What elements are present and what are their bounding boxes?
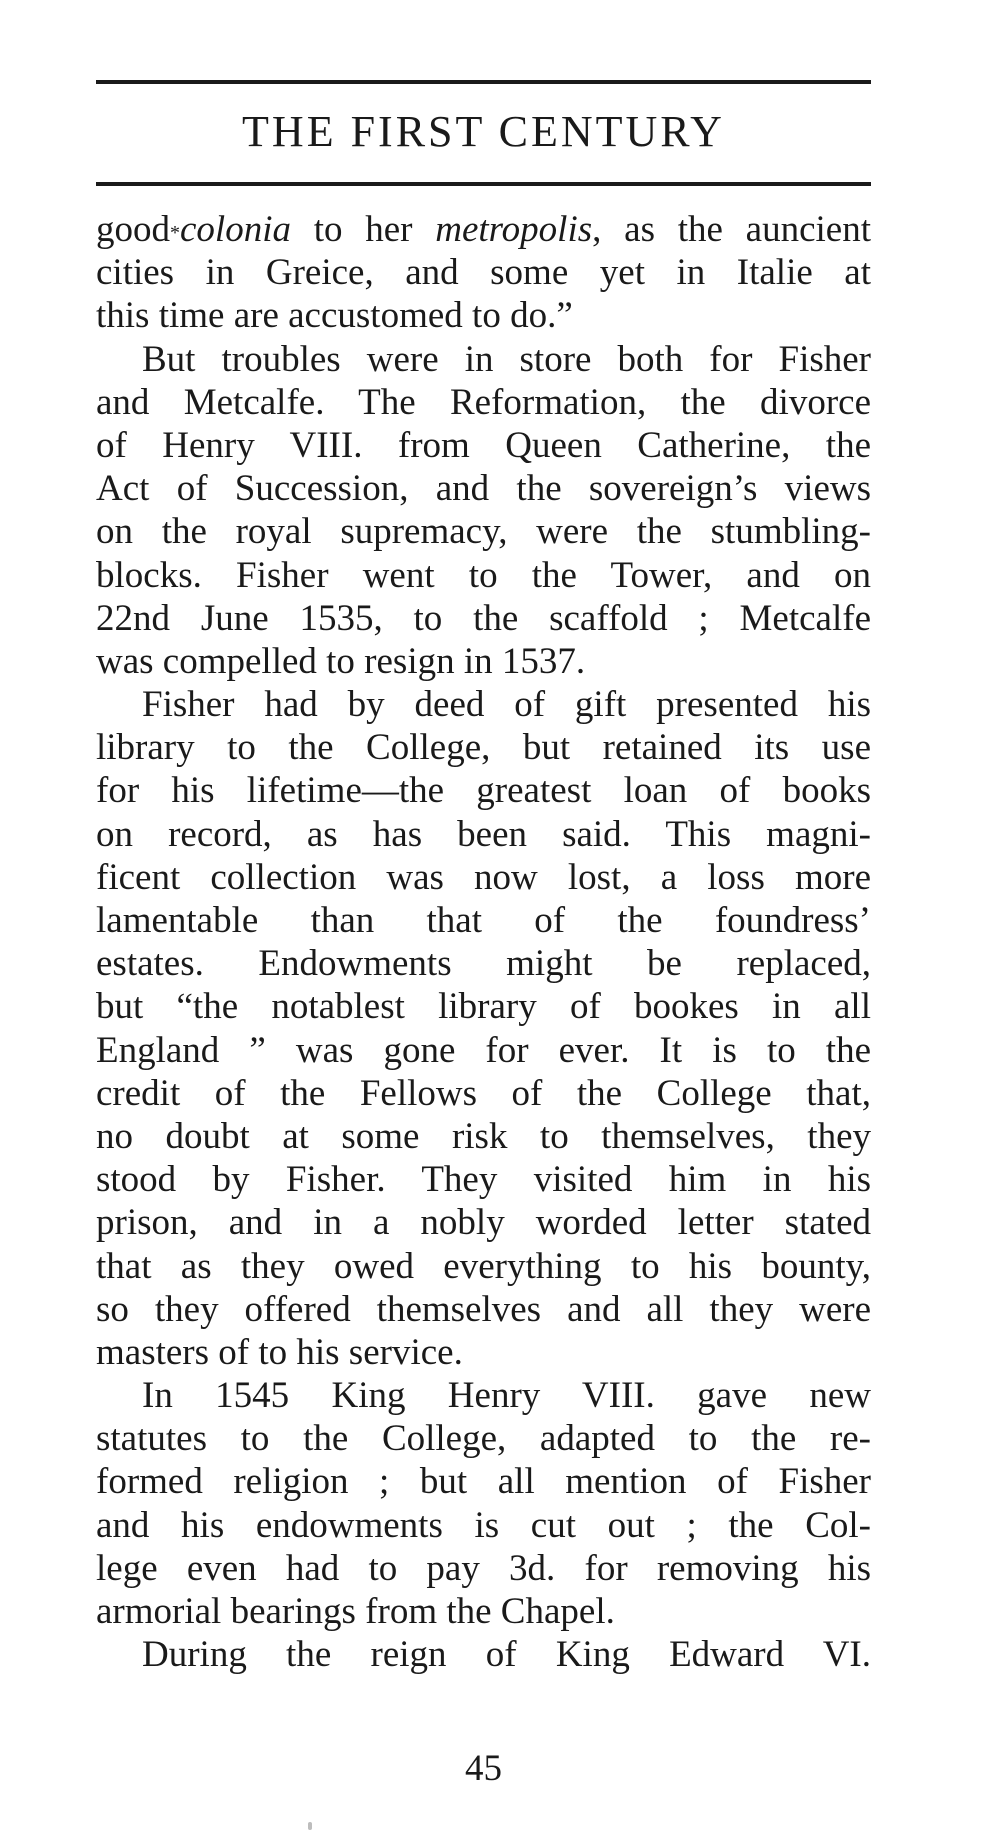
text-line: for his lifetime—the greatest loan of books <box>96 770 871 812</box>
text-fragment: good <box>96 209 170 250</box>
text-line: armorial bearings from the Chapel. <box>96 1591 615 1632</box>
text-line: on the royal supremacy, were the stumbling- <box>96 511 871 553</box>
body-text <box>96 208 871 1676</box>
text-line: Fisher had by deed of gift presented his <box>142 684 871 726</box>
text-line: was compelled to resign in 1537. <box>96 640 586 682</box>
text-line: ficent collection was now lost, a loss more <box>96 856 871 898</box>
text-line: But troubles were in store both for Fisher <box>142 338 871 380</box>
text-line: no doubt at some risk to themselves, they <box>96 1115 871 1157</box>
text-line: of Henry VIII. from Queen Catherine, the <box>96 424 871 466</box>
text-line: cities in Greice, and some yet in Italie at <box>96 252 871 294</box>
text-line: lege even had to pay 3d. for removing his <box>96 1547 871 1589</box>
text-line: masters of to his service. <box>96 1331 463 1373</box>
paper-speck <box>308 1822 312 1830</box>
text-line <box>96 208 871 251</box>
text-line: prison, and in a nobly worded letter stated <box>96 1202 871 1244</box>
text-line: 22nd June 1535, to the scaffold ; Metcalfe <box>96 597 871 639</box>
text-line: that as they owed everything to his bounty, <box>96 1245 871 1287</box>
text-line: library to the College, but retained its use <box>96 727 871 769</box>
text-line: estates. Endowments might be replaced, <box>96 943 871 985</box>
text-line: so they offered themselves and all they were <box>96 1288 871 1330</box>
text-line: blocks. Fisher went to the Tower, and on <box>96 554 871 596</box>
page-number: 45 <box>465 1748 502 1789</box>
text-line: Act of Succession, and the sovereign’s views <box>96 468 871 510</box>
footnote-mark: * <box>170 222 180 244</box>
header-rule-top <box>96 80 871 84</box>
text-line: and Metcalfe. The Reformation, the divorce <box>96 381 871 423</box>
text-line: England ” was gone for ever. It is to the <box>96 1029 871 1071</box>
running-head: THE FIRST CENTURY <box>242 107 725 156</box>
text-line: lamentable than that of the foundress’ <box>96 900 871 941</box>
text-line: this time are accustomed to do.” <box>96 295 573 337</box>
text-line: and his endowments is cut out ; the Col- <box>96 1504 871 1546</box>
text-line: In 1545 King Henry VIII. gave new <box>142 1375 871 1417</box>
italic-term-metropolis: metropolis <box>435 209 593 250</box>
text-line: statutes to the College, adapted to the re- <box>96 1418 871 1460</box>
text-fragment: , as the auncient <box>592 209 871 250</box>
text-line: but “the notablest library of bookes in all <box>96 986 871 1028</box>
text-line: formed religion ; but all mention of Fisher <box>96 1461 871 1503</box>
text-line: credit of the Fellows of the College that, <box>96 1072 871 1114</box>
text-fragment: to her <box>290 209 436 250</box>
text-line: on record, as has been said. This magni- <box>96 813 871 855</box>
text-line: stood by Fisher. They visited him in his <box>96 1159 871 1201</box>
header-rule-bottom <box>96 182 871 186</box>
text-line: During the reign of King Edward VI. <box>142 1634 871 1676</box>
italic-term-colonia: colonia <box>180 209 291 250</box>
